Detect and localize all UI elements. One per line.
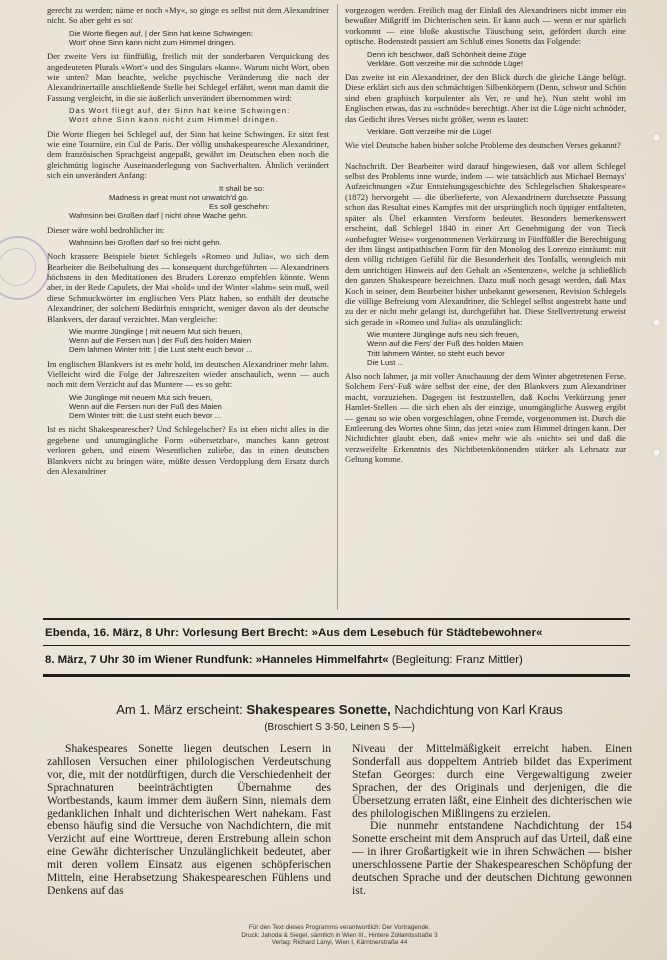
essay-right-column: [345, 5, 626, 468]
verse-line: Wie Jünglinge mit neuem Mut sich freuen,: [69, 392, 213, 402]
paragraph: Also noch lahmer, ja mit voller Anschauung der dem Winter abgetretenen Ferse. Solchem Fers'-Fuß wäre selbst der eine, der den Blankvers zum Alexandriner macht, vorzuziehen. Dagegen ist festzustellen, daß Kochs Verkürzung jener Hamlet-Stellen — die sich eben als der einzige, unumgängliche Ausweg ergibt — genau so wie oben vorgeschlagen, ohne Fremde, vorgenommen ist. Durch die Entleerung des Wortes ohne Sinn, das jetzt »nie« zum Himmel dringen kann. Der Nichtdichter glaubt eben, daß »nie« mehr wie als »nicht« sei und daß die verzweifelte Erkenntnis des Nichtbetenkönnenden stärker als Lehrsatz zur Geltung komme.: [345, 370, 626, 465]
radio-event-note: (Begleitung: Franz Mittler): [391, 654, 523, 666]
paragraph: Noch krassere Beispiele bietet Schlegels »Romeo und Julia«, wo sich dem Bearbeiter die Beibehaltung des — konsequent durchgeführten — Alexandriners höchstens in den Meditationen des Bruders Lorenzo empfehlen könnte. Wenn aber, in der Rede Capulets, der Mai »hold« und der Winter »lahm« sein muß, weil diese Schmuckwörter im englischen Vers Platz haben, so enthält der deutsche Alexandriner, der solchem Bedürfnis entspricht, weniger davon als der deutsche Blankvers, der darauf verzichtet. Man vergleiche:: [47, 251, 329, 324]
event-banner-brecht: Ebenda, 16. März, 8 Uhr: Vorlesung Bert Brecht: »Aus dem Lesebuch für Städtebewohner«: [45, 627, 543, 639]
event-banner-radio: [45, 654, 630, 666]
verse-quote: [69, 29, 329, 47]
library-stamp: [0, 236, 50, 300]
imprint-line: Verlag: Richard Lányi, Wien I, Kärntnerstraße 44: [271, 939, 408, 947]
verse-line: Die Lust ...: [367, 357, 404, 367]
column-divider: [337, 4, 338, 610]
verse-line: Dem lahmen Winter tritt: | die Lust steht euch bevor ...: [69, 345, 253, 355]
paragraph: Die Worte fliegen bei Schlegel auf, der Sinn hat keine Schwingen. Er sitzt fest wie eine Tournüre, ein Cul de Paris. Der völlig unshakespearesche Alexandriner, dem französischen Sprachgeist angepaßt, gewährt im Deutschen eben noch die gleichmütig logische Auseinanderlegung von Sachverhalten. Ähnlich verändert sich ein unverändert Anfang:: [47, 128, 329, 181]
publication-announcement: [47, 702, 632, 717]
paragraph: Die nunmehr entstandene Nachdichtung der 154 Sonette erscheint mit dem Anspruch auf das Urteil, daß eine — in ihrer Großartigkeit wie in ihren Schwächen — bisher unerschlossene Partie der Shakespeareschen Schöpfung der deutschen Sprache und der deutschen Dichtung gewonnen ist.: [352, 819, 632, 897]
verse-quote: [69, 106, 329, 124]
paragraph: Das zweite ist ein Alexandriner, der den Blick durch die gleiche Länge belügt. Diese erklärt sich aus den schmächtigen Silbenkörpern (Denn, schwor und Schön sind eben graphisch korpulenter als Ver, re und he). Nun steht wohl im Englischen etwas, das zu »schnöde« berechtigt. Aber ist die Lüge nicht schnöder, das Gedicht ihres Verses nicht größer, wenn es lautet:: [345, 72, 626, 124]
essay-left-column: [47, 5, 329, 479]
verse-line: Verkläre. Gott verzeihe mir die schnöde Lüge!: [367, 58, 523, 68]
punch-hole-icon: [652, 448, 661, 457]
verse-line: Denn ich beschwor, daß Schönheit deine Züge: [367, 49, 527, 59]
verse-line: Tritt lahmem Winter, so steht euch bevor: [367, 348, 505, 358]
verse-quote: [69, 393, 329, 421]
blurb-right-column: [352, 743, 632, 898]
paragraph: Niveau der Mittelmäßigkeit erreicht haben. Einen Sonderfall aus doppeltem Antrieb bildet das Experiment Stefan Georges: durch eine Vergewaltigung zweier Sprachen, der des Originals und derjenigen, die die Übersetzung erraten läßt, eine Einheit des dichterischen wie des philologischen Mißlingens zu erzielen.: [352, 742, 632, 820]
book-title: Shakespeares Sonette,: [246, 702, 391, 717]
verse-line: Wahnsinn bei Großen darf so frei nicht gehn.: [69, 237, 222, 247]
paragraph: Ist es nicht Shakespearescher? Und Schlegelscher? Es ist eben nicht alles in die gegebene und unumgängliche Form »übersetzbar«, manches kann getrost verloren gehen, und einem Wesentlichen zuliebe, das in einen deutschen Blankvers nicht zu bringen wäre, müßte dessen Verdopplung dem Ersatz durch den Alexandriner: [47, 424, 329, 477]
verse-line: Wenn auf die Fers' der Fuß des holden Maien: [367, 339, 524, 349]
verse-quote: [69, 184, 329, 221]
imprint-line: Druck: Jahoda & Siegel, sämtlich in Wien III., Hintere Zollamtsstraße 3: [241, 931, 438, 939]
paragraph: gerecht zu werden; näme er noch »My«, so ginge es selbst mit dem Alexandriner nicht. So aber geht es so:: [47, 5, 329, 26]
verse-line: Es soll geschehn:: [209, 202, 270, 212]
verse-line: Wort ohne Sinn kann nicht zum Himmel dringen.: [69, 115, 279, 125]
verse-quote: [367, 50, 626, 68]
verse-quote: [69, 238, 329, 247]
verse-quote: [367, 127, 626, 136]
verse-line: Die Worte fliegen auf, | der Sinn hat keine Schwingen:: [69, 28, 253, 38]
paragraph: Shakespeares Sonette liegen deutschen Lesern in zahllosen Versuchen einer philologischen Verdeutschung vor, die, mit der notdürftigen, durch die Verschiedenheit der Sprachnaturen beeinträchtigten Übernahme des Wortbestands, kaum immer dem äußern Sinn, niemals dem gedanklichen Inhalt und dichterischen Wert nahekam. Fast ebenso häufig sind die Versuche von Nachdichtern, die mit Verzicht auf eine Worttreue, deren Erstrebung allein schon eine Gewähr dichterischer Unzulänglichkeit bedeutet, aber mit deren vollem Einsatz aus eigenen schöpferischen Mitteln, eine Herabsetzung Shakespeareschen Fühlens und Denkens auf das: [47, 742, 331, 897]
punch-hole-icon: [652, 318, 661, 327]
blurb-left-column: [47, 743, 331, 898]
divider-rule: [43, 618, 630, 620]
verse-line: Wort' ohne Sinn kann nicht zum Himmel dringen.: [69, 38, 236, 48]
verse-line: Wie muntere Jünglinge aufs neu sich freuen,: [367, 330, 520, 340]
divider-rule: [43, 674, 630, 677]
verse-line: It shall be so:: [219, 183, 265, 193]
verse-line: Wahnsinn bei Großen darf | nicht ohne Wache gehn.: [69, 211, 248, 221]
verse-line: Wie muntre Jünglinge | mit neuem Mut sich freuen,: [69, 326, 243, 336]
imprint-footer: [47, 924, 632, 947]
imprint-line: Für den Text dieses Programms verantwortlich: Der Vortragende.: [248, 924, 431, 931]
verse-line: Das Wort fliegt auf, der Sinn hat keine Schwingen:: [69, 106, 291, 116]
verse-quote: [367, 330, 626, 367]
book-price: (Broschiert S 3·50, Leinen S 5·—): [264, 722, 415, 733]
paragraph: Wie viel Deutsche haben bisher solche Probleme des deutschen Verses gekannt?: [345, 140, 621, 151]
verse-line: Madness in great must not unwatch'd go.: [109, 192, 249, 202]
paragraph: Nachschrift. Der Bearbeiter wird darauf hingewiesen, daß vor allem Schlegel selbst des Problems inne wurde, indem — wie tatsächlich aus Michael Bernays' Aufzeichnungen »Zur Entstehungsgeschichte des Schlegelschen Shakespeare« (1872) hervorgeht — die überlieferte, von Alexandrinern durchsetzte Passung schon das Resultat eines Kampfes mit der ursprünglich noch üppiger entfalteten, später als Übel erkannten Versform bedeutet. Besonders bemerkenswert erscheint, daß Schlegel 1840 in einer Art Genehmigung der von Tieck »unbefugter Weise« vorgenommenen Verkürzung in Fünffüßler die Berechtigung der ihm längst antipathischen Form für den Monolog des Lorenzo einräumt: mit dem völlig richtigen Gefühl für die Besonderheit des Tonfalls, wenngleich mit dem unrichtigen Hinweis auf den Gehalt an »Sentenzen«, welche ja schließlich den ganzen Shakespeare bezeichnen. Dazu muß noch gesagt werden, daß Max Koch in seiner, dem Bearbeiter bisher unbekannt gewesenen, Revision Schlegels die völlige Befreiung vom Alexandriner, die Schlegel selbst angestrebt hatte und zu der er nicht mehr gelangt ist, durchgeführt hat. Diese Stellvertretung erweist sich gerade in »Romeo und Julia« als unzulänglich:: [345, 160, 626, 327]
divider-rule: [43, 645, 630, 646]
punch-hole-icon: [652, 133, 661, 142]
paragraph: Im englischen Blankvers ist es mehr hold, im deutschen Alexandriner mehr lahm. Vielleicht wird die Folge der Jahreszeiten wieder anschaulich, wenn — auch noch mit dem Verzicht auf das Muntere — es so geht:: [47, 358, 329, 390]
paragraph: Dieser wäre wohl bedrohlicher in:: [47, 224, 165, 235]
announce-prefix: Am 1. März erscheint:: [116, 702, 243, 717]
announce-suffix: Nachdichtung von Karl Kraus: [394, 702, 563, 717]
verse-line: Verkläre. Gott verzeihe mir die Lüge!: [367, 127, 492, 137]
verse-quote: [69, 327, 329, 355]
verse-line: Wenn auf die Fersen nun | der Fuß des holden Maien: [69, 336, 252, 346]
verse-line: Wenn auf die Fersen nun der Fuß des Maien: [69, 401, 222, 411]
verse-line: Dem Winter tritt: die Lust steht euch bevor ...: [69, 411, 222, 421]
radio-event-title: 8. März, 7 Uhr 30 im Wiener Rundfunk: »Hanneles Himmelfahrt«: [45, 654, 389, 666]
paragraph: Der zweite Vers ist fünffüßig, freilich mit der sonderbaren Verquickung des angedeuteten Plurals »Wort'« und des Singulars »kann«. Warum nicht Wort, oben wie unten? Man beachte, welche psychische Veränderung die nach der Alexandrinertaille anschließende Stelle bei Schlegel erfährt, wenn man damit die Fassung vergleicht, in die sie äußerlich unverändert übernommen wird:: [47, 51, 329, 103]
paragraph: vorgezogen werden. Freilich mag der Einlaß des Alexandriners nicht immer ein bewußter Mißgriff im Dichterischen sein. Er kann auch — wenn er nur spärlich vorkommt — eine bloße akustische Täuschung sein, gefördert durch eine optische. Bodenstedt passiert am Schluß eines Sonetts das Folgende:: [345, 5, 626, 47]
